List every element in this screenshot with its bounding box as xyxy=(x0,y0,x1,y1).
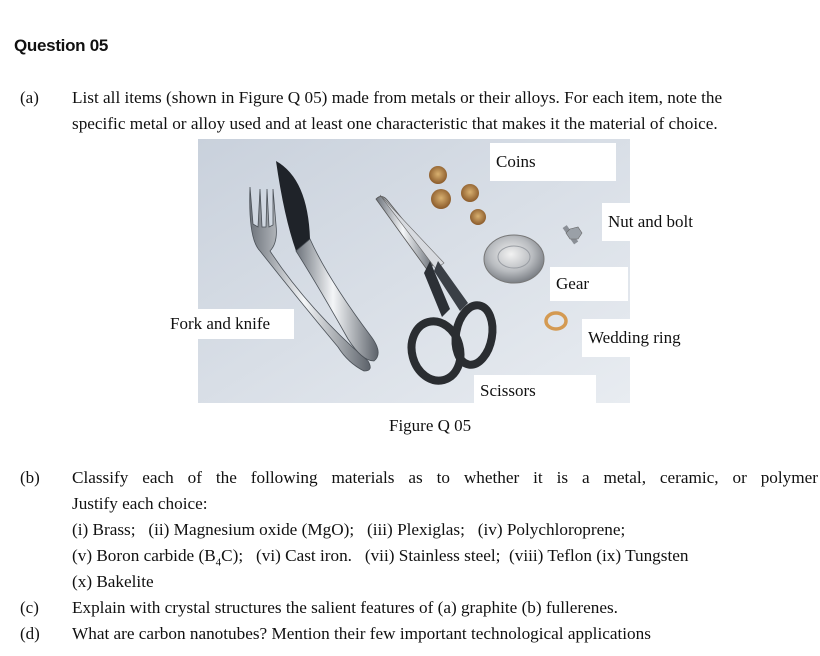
question-title: Question 05 xyxy=(14,36,109,55)
part-b-line-4-pre: (v) Boron carbide (B xyxy=(72,546,216,565)
part-b-line-5: (x) Bakelite xyxy=(72,572,154,591)
part-b-line-2: Justify each choice: xyxy=(72,494,208,513)
label-fork-and-knife: Fork and knife xyxy=(164,309,294,339)
part-b-line-3: (i) Brass; (ii) Magnesium oxide (MgO); (iii) Plexiglas; (iv) Polychloroprene; xyxy=(72,520,626,539)
part-c-text: Explain with crystal structures the salient features of (a) graphite (b) fullerenes. xyxy=(72,598,618,617)
part-b-line-4-sub: 4 xyxy=(215,556,222,569)
label-scissors: Scissors xyxy=(474,375,596,407)
label-coins: Coins xyxy=(490,143,616,181)
part-b-label: (b) xyxy=(20,468,40,487)
part-c-label: (c) xyxy=(20,598,39,617)
part-a-line-1: List all items (shown in Figure Q 05) made from metals or their alloys. For each item, note the xyxy=(72,88,723,107)
part-b-line-4-post: C); (vi) Cast iron. (vii) Stainless steel; (viii) Teflon (ix) Tungsten xyxy=(221,546,689,565)
part-a-label: (a) xyxy=(20,88,39,107)
label-wedding-ring: Wedding ring xyxy=(582,319,708,357)
label-nut-and-bolt: Nut and bolt xyxy=(602,203,726,241)
part-b-line-4 xyxy=(72,546,688,568)
part-d-text: What are carbon nanotubes? Mention their few important technological applications xyxy=(72,624,651,643)
part-d-label: (d) xyxy=(20,624,40,643)
figure-q05 xyxy=(170,139,693,403)
part-b-line-1: Classify each of the following materials as to whether it is a metal, ceramic, or polymer xyxy=(72,468,818,487)
label-gear: Gear xyxy=(550,267,628,301)
part-a-line-2: specific metal or alloy used and at least one characteristic that makes it the material of choice. xyxy=(72,114,718,133)
figure-caption: Figure Q 05 xyxy=(389,416,472,435)
gear-shape xyxy=(484,235,544,283)
